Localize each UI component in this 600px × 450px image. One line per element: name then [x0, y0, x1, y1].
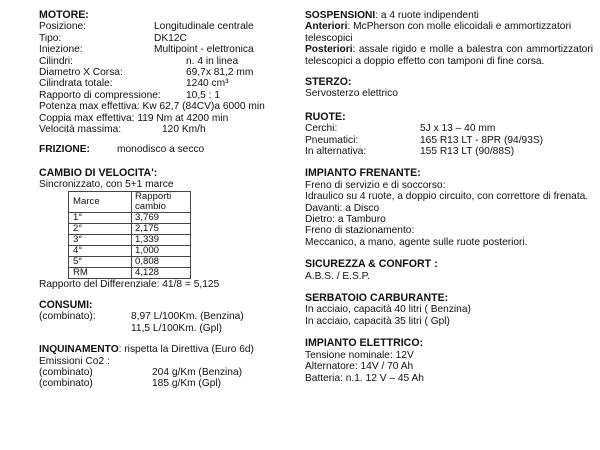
table-row: RM 4,128 [69, 267, 191, 278]
spec-row: In alternativa: 155 R13 LT (90/88S) [305, 146, 515, 158]
velocita-row: Velocità massima: 120 Km/h [39, 123, 206, 135]
sterzo-section [305, 77, 593, 100]
spec-row: Cerchi: 5J x 13 – 40 mm [305, 123, 496, 135]
table-row: 4° 1,000 [69, 245, 191, 256]
inquinamento-section: INQUINAMENTO: rispetta la Direttiva (Euro 6d) Emissioni Co2 : (combinato) 204 g/Km (Benzina) (combinato) 185 g/Km (Gpl) [39, 344, 301, 390]
sterzo-value: Servosterzo elettrico [305, 88, 398, 100]
table-row: 5° 0,808 [69, 256, 191, 267]
coppia-row: Coppia max effettiva: 119 Nm at 4200 min [39, 112, 229, 124]
spec-row: Pneumatici: 165 R13 LT - 8PR (94/93S) [305, 134, 544, 146]
sterzo-title: STERZO: [305, 76, 352, 89]
spec-row: Posizione: Longitudinale centrale [39, 21, 254, 33]
table-row: 3° 1,339 [69, 234, 191, 245]
spec-row: Tipo: DK12C [39, 32, 187, 44]
table-header [69, 191, 191, 212]
frizione-value: monodisco a secco [117, 144, 205, 156]
spec-row: Cilindrata totale: 1240 cm³ [39, 78, 229, 90]
impianto-frenante-title: IMPIANTO FRENANTE: [305, 167, 421, 180]
header-marce: Marce [69, 191, 132, 212]
inquinamento-title: INQUINAMENTO [39, 344, 119, 356]
consumi-title: CONSUMI: [39, 298, 93, 311]
cambio-subtitle: Sincronizzato, con 5+1 marce [39, 179, 174, 191]
serbatoio-title: SERBATOIO CARBURANTE: [305, 292, 449, 305]
cambio-title: CAMBIO DI VELOCITA': [39, 166, 158, 179]
sicurezza-value: A.B.S. / E.S.P. [305, 270, 370, 282]
ruote-section [305, 112, 593, 158]
differenziale: Rapporto del Differenziale: 41/8 = 5,125 [39, 278, 220, 290]
header-rapporti: Rapporti cambio [132, 191, 191, 212]
emissioni-label: Emissioni Co2 : [39, 355, 110, 367]
consumi-section [39, 300, 301, 334]
motore-section [39, 10, 301, 135]
right-column [305, 10, 593, 390]
spec-row: Rapporto di compressione: 10,5 : 1 [39, 89, 220, 101]
spec-row: Iniezione: Multipoint - elettronica [39, 44, 254, 56]
spec-row: (combinato): 8,97 L/100Km. (Benzina) [39, 311, 244, 323]
table-row: 2° 2,175 [69, 223, 191, 234]
spec-row: (combinato) 185 g/Km (Gpl) [39, 378, 222, 390]
impianto-elettrico-title: IMPIANTO ELETTRICO: [305, 337, 424, 350]
ruote-title: RUOTE: [305, 110, 346, 123]
serbatoio-section: SERBATOIO CARBURANTE: In acciaio, capacità 40 litri ( Benzina) In acciaio, capacità 35 litri ( Gpl) [305, 293, 593, 327]
left-column [39, 10, 301, 396]
sicurezza-section [305, 259, 593, 282]
potenza-row: Potenza max effettiva: Kw 62,7 (84CV)a 6000 min [39, 101, 265, 113]
frizione-title: FRIZIONE: [39, 144, 90, 156]
impianto-frenante-section: IMPIANTO FRENANTE: Freno di servizio e di soccorso: Idraulico su 4 ruote, a doppio circuito, con correttore di frenata. Davanti: a Disco Dietro: a Tamburo Freno di stazionamento: Meccanico, a mano, agente sulle ruote posteriori. [305, 168, 593, 248]
posteriori: Posteriori: assale rigido e molle a balestra con ammortizzatori telescopici a doppio effetto con tamponi di fine corsa. [305, 44, 593, 67]
table-row: 1° 3,769 [69, 212, 191, 223]
spec-row: Cilindri: n. 4 in linea [39, 55, 239, 67]
spec-row: (combinato) 204 g/Km (Benzina) [39, 366, 243, 378]
gear-table [68, 191, 191, 279]
sospensioni-section: SOSPENSIONI: a 4 ruote indipendenti Anteriori: McPherson con molle elicoidali e ammortizzatori telescopici Posteriori: assale rigido e molle a balestra con ammortizzatori telescopici a doppio effetto con tamponi di fine corsa. [305, 10, 593, 67]
sicurezza-title: SICUREZZA & CONFORT : [305, 258, 438, 271]
motore-title: MOTORE: [39, 9, 89, 21]
spec-row: 11,5 L/100Km. (Gpl) [131, 322, 222, 334]
frizione-section [39, 144, 301, 155]
spec-row: Diametro X Corsa: 69,7x 81,2 mm [39, 66, 254, 78]
impianto-elettrico-section: IMPIANTO ELETTRICO: Tensione nominale: 12V Alternatore: 14V / 70 Ah Batteria: n.1. 12 V – 45 Ah [305, 338, 593, 384]
sospensioni-title: SOSPENSIONI [305, 10, 376, 21]
anteriori: Anteriori: McPherson con molle elicoidali e ammortizzatori telescopici [305, 21, 572, 44]
cambio-section [39, 168, 301, 290]
